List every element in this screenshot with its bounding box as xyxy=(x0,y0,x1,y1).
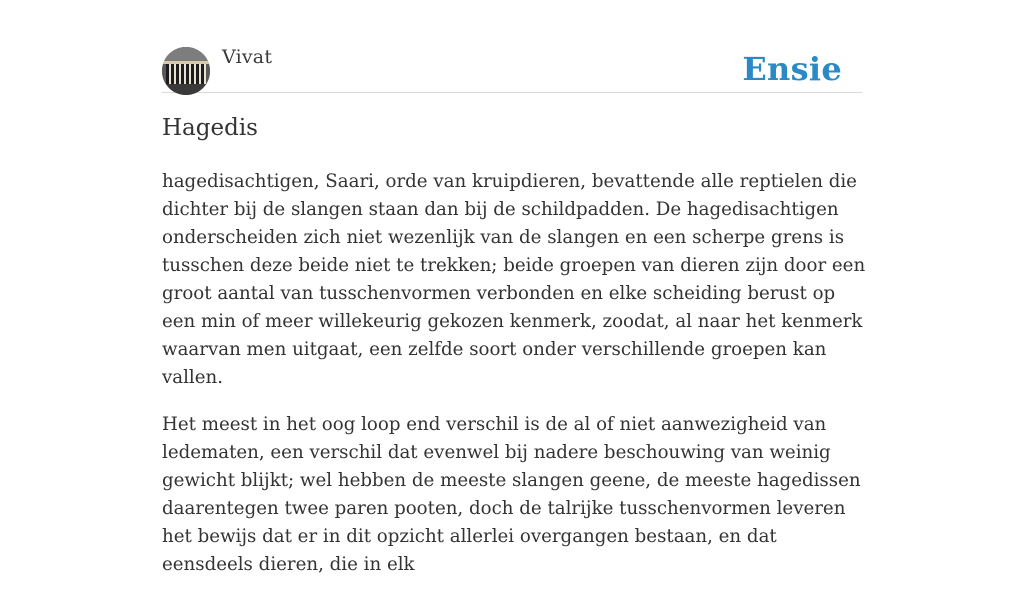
header xyxy=(162,0,862,93)
author-name[interactable]: Vivat xyxy=(222,46,273,68)
bookshelf-avatar-icon[interactable] xyxy=(162,47,210,95)
brand-logo[interactable]: Ensie xyxy=(742,50,842,88)
article-paragraph: Het meest in het oog loop end verschil is de al of niet aanwezigheid van ledematen, een verschil dat evenwel bij nadere beschouwing van weinig gewicht blijkt; wel hebben de meeste slangen geene, de meeste hagedissen daarentegen twee paren pooten, doch de talrijke tusschenvormen leveren het bewijs dat er in dit opzicht allerlei overgangen bestaan, en dat eensdeels dieren, die in elk xyxy=(162,414,861,575)
article-body xyxy=(162,168,867,598)
article-title: Hagedis xyxy=(162,115,258,141)
page xyxy=(162,0,866,575)
article-paragraph: hagedisachtigen, Saari, orde van kruipdieren, bevattende alle reptielen die dichter bij de slangen staan dan bij de schildpadden. De hagedisachtigen onderscheiden zich niet wezenlijk van de slangen en een scherpe grens is tusschen deze beide niet te trekken; beide groepen van dieren zijn door een groot aantal van tusschenvormen verbonden en elke scheiding berust op een min of meer willekeurig gekozen kenmerk, zoodat, al naar het kenmerk waarvan men uitgaat, een zelfde soort onder verschillende groepen kan vallen. xyxy=(162,171,866,388)
